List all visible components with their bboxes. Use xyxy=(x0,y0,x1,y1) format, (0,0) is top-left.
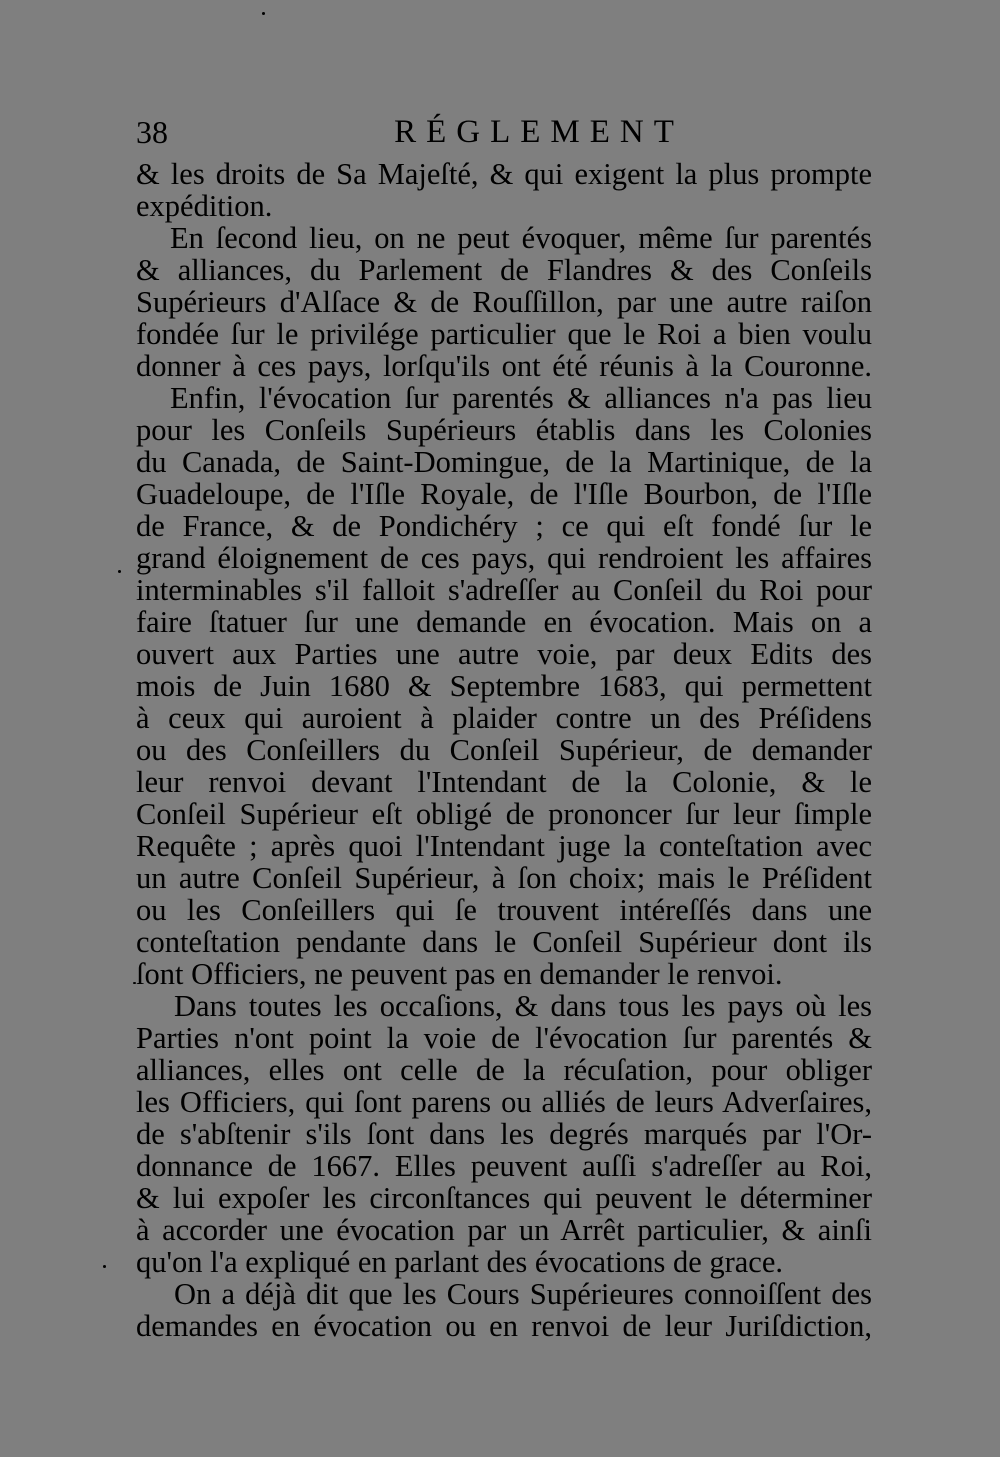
text-line: alliances, elles ont celle de la récuſation, pour obliger xyxy=(136,1053,872,1087)
text-line: pour les Conſeils Supérieurs établis dans les Colonies xyxy=(136,413,872,447)
text-line: ouvert aux Parties une autre voie, par deux Edits des xyxy=(136,637,872,671)
page-body xyxy=(136,158,872,1342)
text-line: leur renvoi devant l'Intendant de la Colonie, & le xyxy=(136,765,872,799)
text-line: à accorder une évocation par un Arrêt particulier, & ainſi xyxy=(136,1213,872,1247)
text-line: qu'on l'a expliqué en parlant des évocations de grace. xyxy=(136,1245,784,1279)
text-line: mois de Juin 1680 & Septembre 1683, qui permettent xyxy=(136,669,872,703)
text-line: ſont Officiers, ne peuvent pas en demander le renvoi. xyxy=(136,957,783,991)
page-number: 38 xyxy=(136,114,168,150)
ink-speck xyxy=(118,570,121,573)
text-line: Conſeil Supérieur eſt obligé de prononcer ſur leur ſimple xyxy=(136,797,872,831)
text-line: demandes en évocation ou en renvoi de leur Juriſdiction, xyxy=(136,1309,872,1343)
text-line: En ſecond lieu, on ne peut évoquer, même ſur parentés xyxy=(170,221,872,255)
text-line: Dans toutes les occaſions, & dans tous les pays où les xyxy=(174,989,872,1023)
ink-speck xyxy=(133,982,136,984)
text-line: ou les Conſeillers qui ſe trouvent intéreſſés dans une xyxy=(136,893,872,927)
text-line: du Canada, de Saint-Domingue, de la Martinique, de la xyxy=(136,445,872,479)
text-line: Supérieurs d'Alſace & de Rouſſillon, par une autre raiſon xyxy=(136,285,872,319)
ink-speck xyxy=(103,1265,106,1268)
text-line: On a déjà dit que les Cours Supérieures connoiſſent des xyxy=(174,1277,872,1311)
text-line: de s'abſtenir s'ils ſont dans les degrés marqués par l'Or- xyxy=(136,1117,872,1151)
text-line: conteſtation pendante dans le Conſeil Supérieur dont ils xyxy=(136,925,872,959)
text-line: Guadeloupe, de l'Iſle Royale, de l'Iſle Bourbon, de l'Iſle xyxy=(136,477,872,511)
text-line: de France, & de Pondichéry ; ce qui eſt fondé ſur le xyxy=(136,509,872,543)
text-line: expédition. xyxy=(136,189,273,223)
text-line: donnance de 1667. Elles peuvent auſſi s'adreſſer au Roi, xyxy=(136,1149,872,1183)
text-line: Requête ; après quoi l'Intendant juge la conteſtation avec xyxy=(136,829,872,863)
text-line: un autre Conſeil Supérieur, à ſon choix; mais le Préſident xyxy=(136,861,872,895)
ink-speck xyxy=(262,12,265,15)
text-line: donner à ces pays, lorſqu'ils ont été réunis à la Couronne. xyxy=(136,349,872,383)
text-line: grand éloignement de ces pays, qui rendroient les affaires xyxy=(136,541,872,575)
text-line: à ceux qui auroient à plaider contre un des Préſidens xyxy=(136,701,872,735)
text-line: les Officiers, qui ſont parens ou alliés de leurs Adverſaires, xyxy=(136,1085,872,1119)
text-line: & les droits de Sa Majeſté, & qui exigent la plus prompte xyxy=(136,157,872,191)
text-line: faire ſtatuer ſur une demande en évocation. Mais on a xyxy=(136,605,872,639)
text-line: Parties n'ont point la voie de l'évocation ſur parentés & xyxy=(136,1021,872,1055)
text-line: Enfin, l'évocation ſur parentés & alliances n'a pas lieu xyxy=(170,381,872,415)
running-head: RÉGLEMENT xyxy=(394,114,684,150)
text-line: ou des Conſeillers du Conſeil Supérieur, de demander xyxy=(136,733,872,767)
text-line: fondée ſur le privilége particulier que le Roi a bien voulu xyxy=(136,317,872,351)
text-line: & alliances, du Parlement de Flandres & des Conſeils xyxy=(136,253,872,287)
page-header xyxy=(136,112,872,152)
text-line: interminables s'il falloit s'adreſſer au Conſeil du Roi pour xyxy=(136,573,872,607)
text-line: & lui expoſer les circonſtances qui peuvent le déterminer xyxy=(136,1181,872,1215)
